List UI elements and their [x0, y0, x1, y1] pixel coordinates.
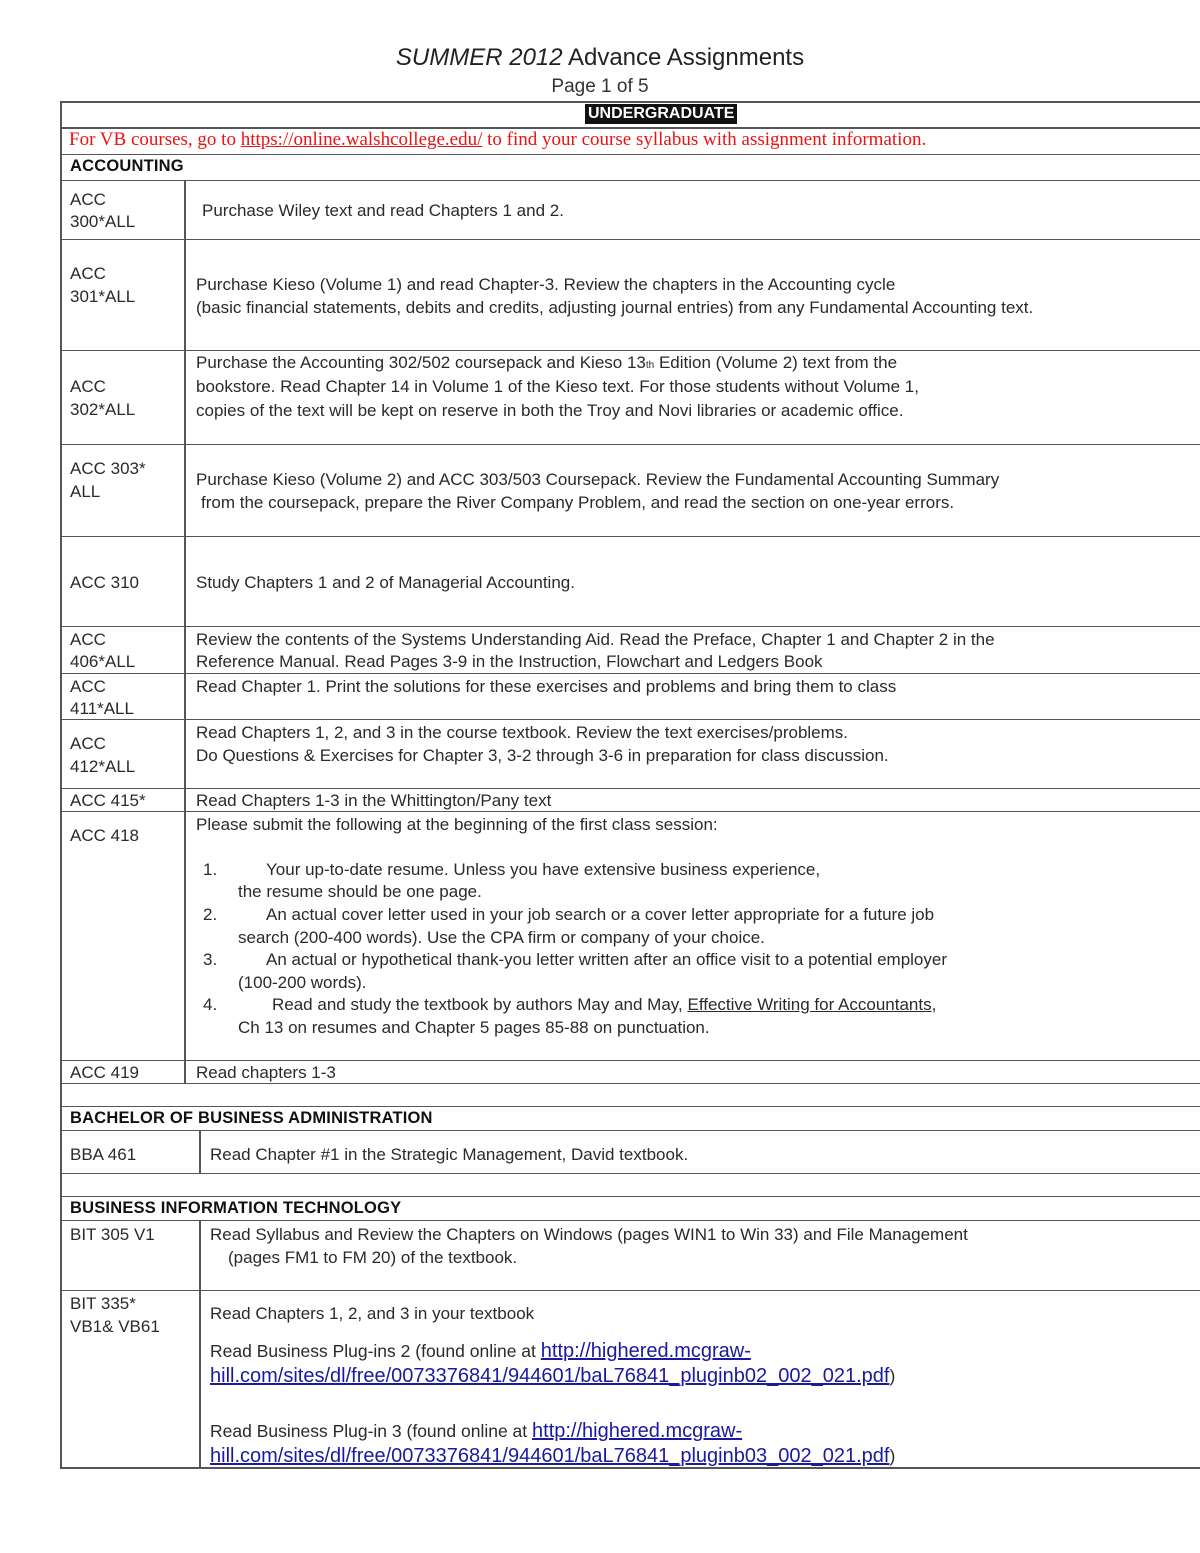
column-divider [184, 181, 186, 1083]
list-item: An actual or hypothetical thank-you letter written after an office visit to a potential employer [266, 950, 947, 969]
list-item: Read and study the textbook by authors May and May, Effective Writing for Accountants, [272, 995, 937, 1014]
assignment-text: Please submit the following at the beginning of the first class session: [196, 815, 718, 834]
course-code: ACC [70, 190, 106, 209]
section-bit: BUSINESS INFORMATION TECHNOLOGY [70, 1199, 402, 1217]
page-title: SUMMER 2012 Advance Assignments [395, 44, 805, 71]
plugin2-link[interactable]: hill.com/sites/dl/free/0073376841/944601/baL76841_pluginb02_002_021.pdf [210, 1365, 890, 1387]
course-code: VB1& VB61 [70, 1317, 160, 1336]
course-code: 406*ALL [70, 652, 136, 671]
assignment-text: Purchase the Accounting 302/502 coursepack and Kieso 13th Edition (Volume 2) text from the [196, 353, 898, 372]
assignment-text: (pages FM1 to FM 20) of the textbook. [228, 1248, 518, 1267]
undergraduate-banner: UNDERGRADUATE [585, 104, 737, 124]
table-rule [60, 719, 1200, 720]
table-rule [60, 673, 1200, 674]
course-code: 300*ALL [70, 212, 136, 231]
course-code: ACC [70, 377, 106, 396]
course-code: ACC [70, 630, 106, 649]
course-code: ACC [70, 677, 106, 696]
assignment-text: Read Chapter #1 in the Strategic Management, David textbook. [210, 1145, 689, 1164]
course-code: ACC 415* [70, 791, 146, 810]
course-code: ACC 303* [70, 459, 146, 478]
list-item: (100-200 words). [238, 973, 367, 992]
assignment-text: Do Questions & Exercises for Chapter 3, 3-2 through 3-6 in preparation for class discussion. [196, 746, 889, 765]
assignment-text: Read chapters 1-3 [196, 1063, 336, 1082]
table-rule [60, 536, 1200, 537]
course-code: BBA 461 [70, 1145, 137, 1164]
assignment-text: Purchase Kieso (Volume 2) and ACC 303/503 Coursepack. Review the Fundamental Accounting Summary [196, 470, 1000, 489]
assignment-text: Read Business Plug-in 3 (found online at http://highered.mcgraw- [210, 1420, 743, 1442]
plugin2-link[interactable]: http://highered.mcgraw- [540, 1340, 751, 1362]
list-number: 3. [203, 950, 218, 969]
assignment-text: Purchase Kieso (Volume 1) and read Chapter-3. Review the chapters in the Accounting cycle [196, 275, 896, 294]
list-item: An actual cover letter used in your job search or a cover letter appropriate for a future job [266, 905, 935, 924]
list-number: 4. [203, 995, 218, 1014]
assignment-text: Read Business Plug-ins 2 (found online at http://highered.mcgraw- [210, 1340, 751, 1362]
course-code: 412*ALL [70, 757, 136, 776]
table-rule [60, 1196, 1200, 1197]
assignment-text: Reference Manual. Read Pages 3-9 in the Instruction, Flowchart and Ledgers Book [196, 652, 823, 671]
table-rule [60, 626, 1200, 627]
assignment-text: bookstore. Read Chapter 14 in Volume 1 of the Kieso text. For those students without Volume 1, [196, 377, 919, 396]
table-rule [60, 1130, 1200, 1131]
section-bba: BACHELOR OF BUSINESS ADMINISTRATION [70, 1109, 433, 1127]
assignment-text: Read Chapter 1. Print the solutions for these exercises and problems and bring them to class [196, 677, 897, 696]
online-walsh-link[interactable]: https://online.walshcollege.edu/ [240, 129, 483, 150]
assignment-text: Read Syllabus and Review the Chapters on Windows (pages WIN1 to Win 33) and File Management [210, 1225, 968, 1244]
table-rule [60, 180, 1200, 181]
list-item: search (200-400 words). Use the CPA firm or company of your choice. [238, 928, 765, 947]
section-accounting: ACCOUNTING [70, 157, 184, 175]
vb-courses-note: For VB courses, go to https://online.walshcollege.edu/ to find your course syllabus with assignment information. [69, 129, 927, 150]
table-rule [60, 1290, 1200, 1291]
course-code: ACC [70, 264, 106, 283]
list-item: the resume should be one page. [238, 882, 482, 901]
course-code: 302*ALL [70, 400, 136, 419]
page-number: Page 1 of 5 [551, 76, 649, 97]
list-item: Your up-to-date resume. Unless you have extensive business experience, [266, 860, 821, 879]
course-code: ALL [70, 482, 101, 501]
assignment-text: hill.com/sites/dl/free/0073376841/944601/baL76841_pluginb03_002_021.pdf) [210, 1445, 896, 1467]
table-rule [60, 1220, 1200, 1221]
course-code: ACC 310 [70, 573, 139, 592]
assignment-text: copies of the text will be kept on reserve in both the Troy and Novi libraries or academic office. [196, 401, 904, 420]
course-code: BIT 335* [70, 1294, 136, 1313]
assignment-text: Study Chapters 1 and 2 of Managerial Accounting. [196, 573, 575, 592]
table-rule [60, 1173, 1200, 1174]
course-code: BIT 305 V1 [70, 1225, 155, 1244]
table-rule [60, 1106, 1200, 1107]
assignment-text: Read Chapters 1, 2, and 3 in your textbook [210, 1304, 535, 1323]
course-code: 411*ALL [70, 699, 134, 718]
table-rule [60, 154, 1200, 155]
course-code: ACC [70, 734, 106, 753]
list-item: Ch 13 on resumes and Chapter 5 pages 85-88 on punctuation. [238, 1018, 710, 1037]
list-number: 1. [203, 860, 218, 879]
course-code: 301*ALL [70, 287, 136, 306]
assignment-text: Read Chapters 1, 2, and 3 in the course textbook. Review the text exercises/problems. [196, 723, 849, 742]
table-rule [60, 239, 1200, 240]
course-code: ACC 418 [70, 826, 139, 845]
course-code: ACC 419 [70, 1063, 139, 1082]
assignment-text: from the coursepack, prepare the River Company Problem, and read the section on one-year errors. [201, 493, 955, 512]
book-title: Effective Writing for Accountants [687, 995, 932, 1014]
list-number: 2. [203, 905, 218, 924]
column-divider [199, 1221, 201, 1469]
assignment-text: Purchase Wiley text and read Chapters 1 and 2. [202, 201, 564, 220]
assignment-text: (basic financial statements, debits and credits, adjusting journal entries) from any Fundamental Accounting text. [196, 298, 1034, 317]
table-rule [60, 444, 1200, 445]
assignment-text: Read Chapters 1-3 in the Whittington/Pany text [196, 791, 552, 810]
assignment-text: hill.com/sites/dl/free/0073376841/944601/baL76841_pluginb02_002_021.pdf) [210, 1365, 896, 1387]
plugin3-link[interactable]: http://highered.mcgraw- [532, 1420, 743, 1442]
column-divider [199, 1131, 201, 1173]
plugin3-link[interactable]: hill.com/sites/dl/free/0073376841/944601/baL76841_pluginb03_002_021.pdf [210, 1445, 890, 1467]
assignment-text: Review the contents of the Systems Understanding Aid. Read the Preface, Chapter 1 and Chapter 2 in the [196, 630, 995, 649]
